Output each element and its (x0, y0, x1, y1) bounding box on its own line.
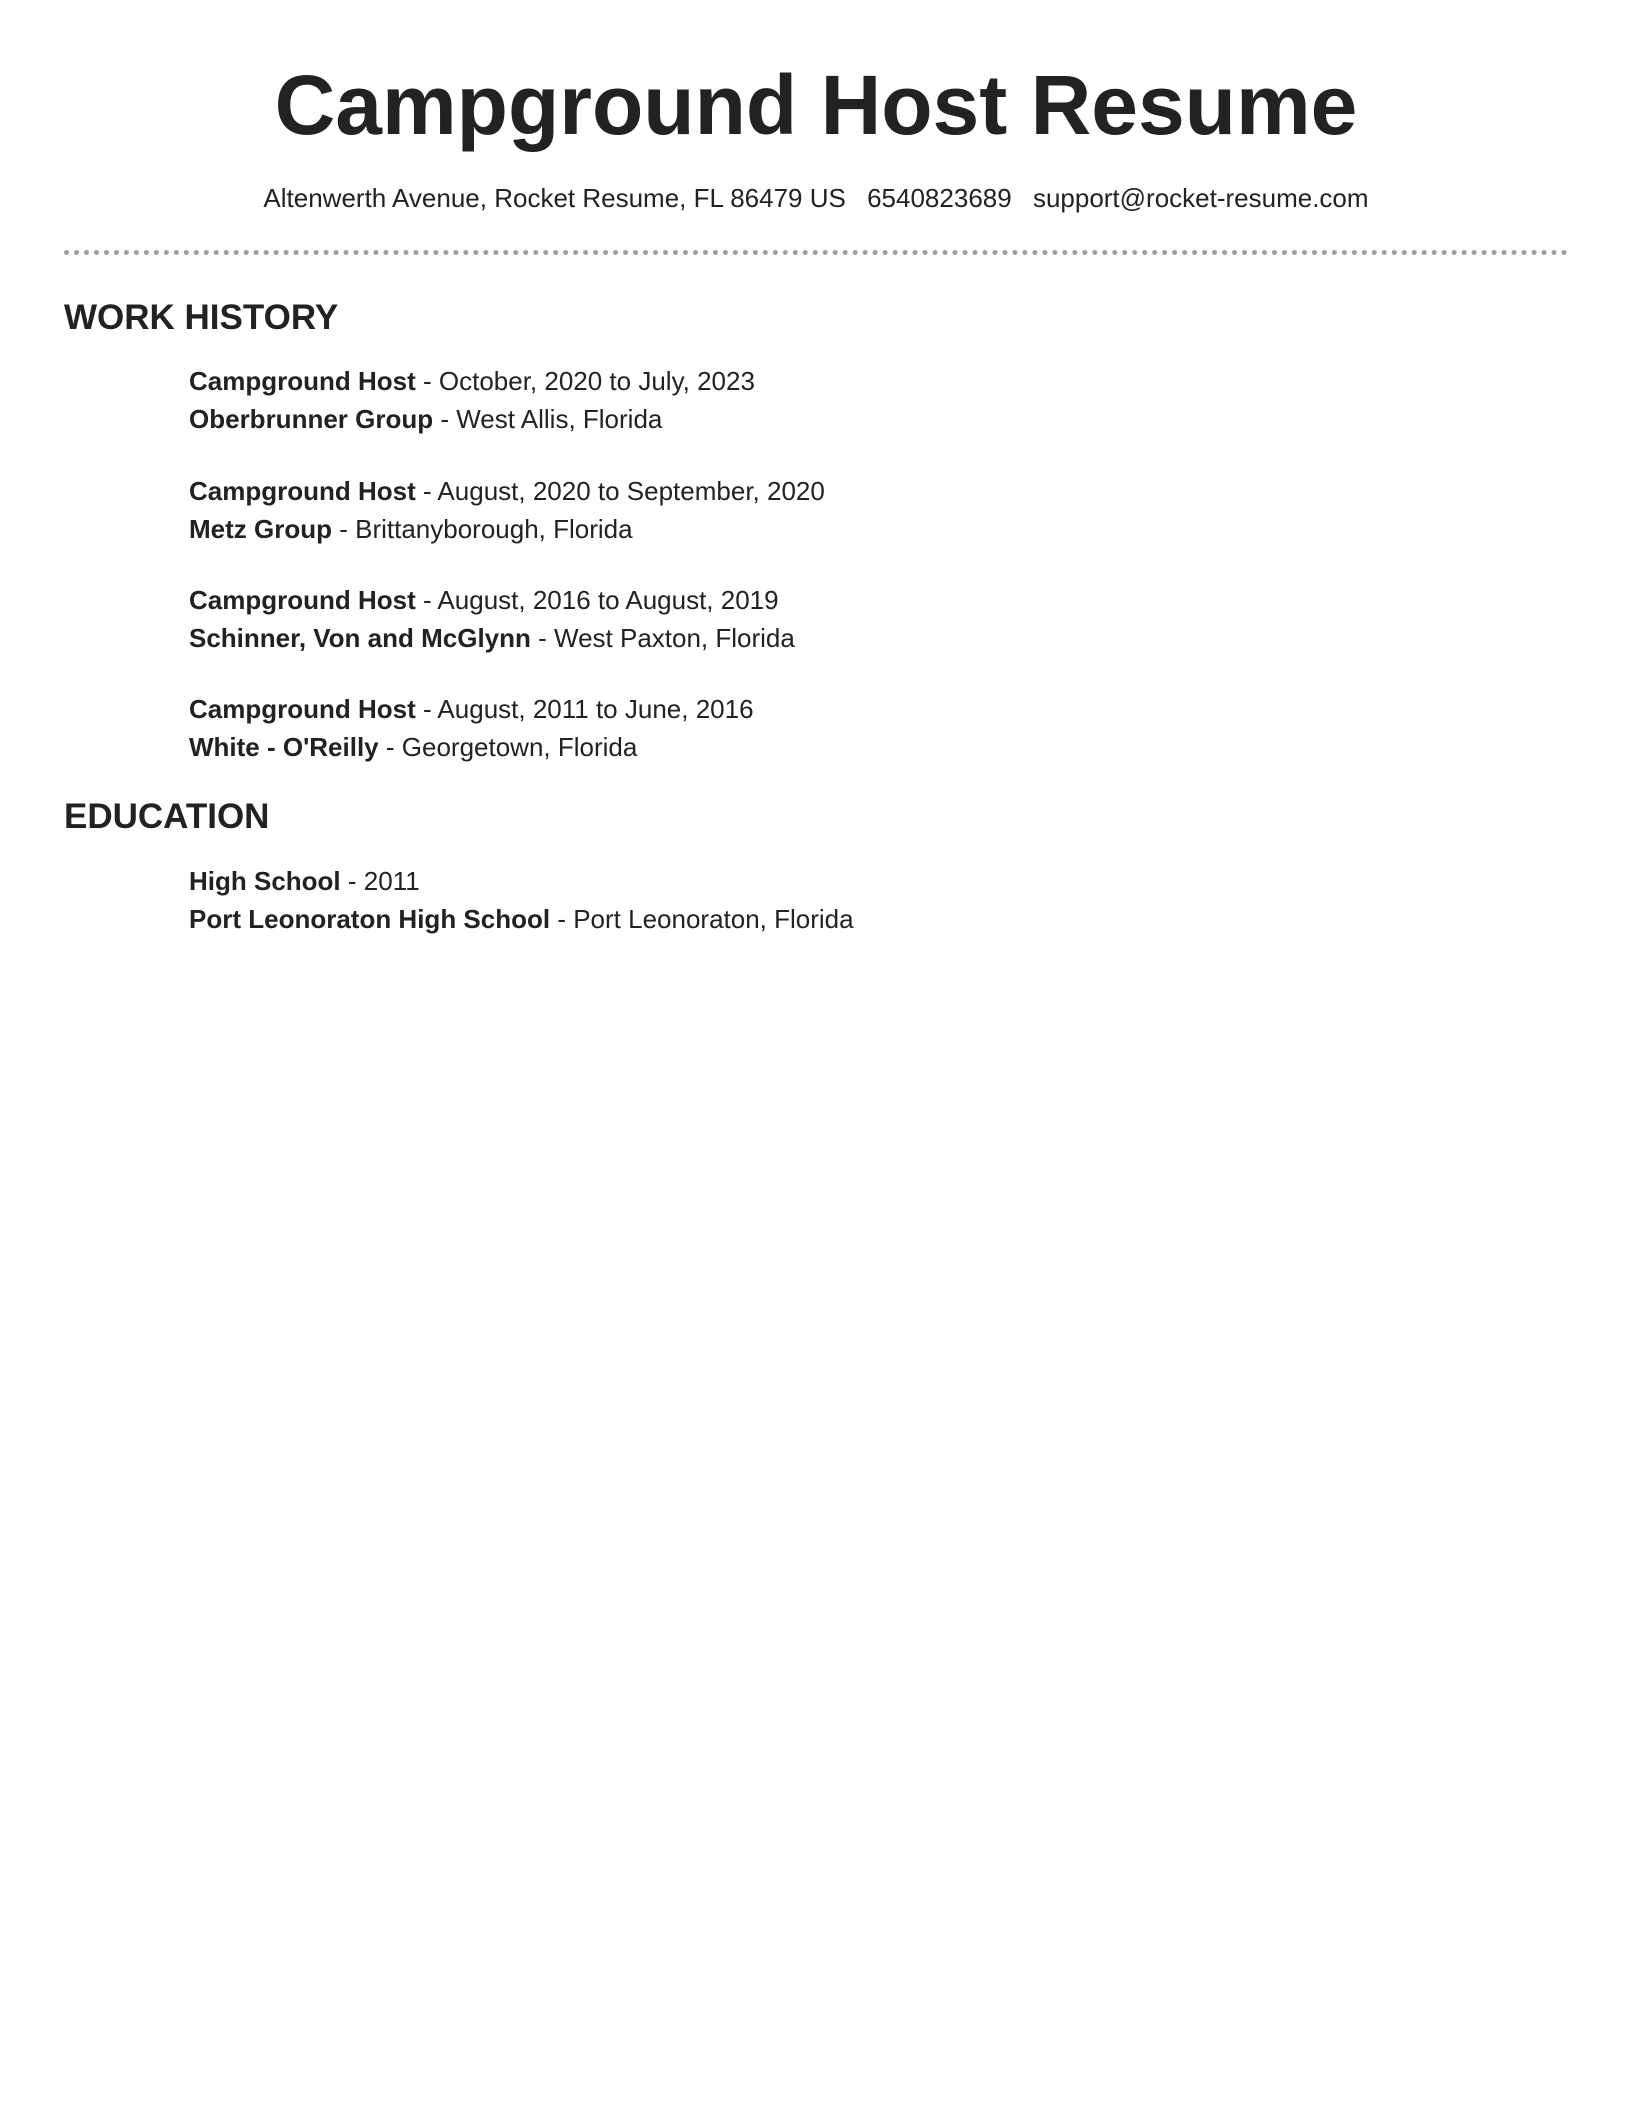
job-title: Campground Host (189, 694, 416, 724)
work-entry-employer-line (189, 400, 1489, 438)
contact-address: Altenwerth Avenue, Rocket Resume, FL 86479 US (263, 183, 846, 213)
resume-title: Campground Host Resume (274, 58, 1358, 152)
education-heading: EDUCATION (64, 797, 270, 836)
work-entry (189, 690, 1489, 766)
job-dates: - August, 2016 to August, 2019 (415, 585, 779, 615)
work-entry-title-line (189, 472, 1489, 510)
work-entry-employer-line (189, 510, 1489, 548)
contact-email: support@rocket-resume.com (1032, 183, 1369, 213)
work-entry-employer-line (189, 728, 1489, 766)
work-entry (189, 362, 1489, 438)
school-name: Port Leonoraton High School (189, 904, 551, 934)
work-entry (189, 581, 1489, 657)
contact-info (0, 181, 1632, 215)
employer-location: - Brittanyborough, Florida (332, 514, 633, 544)
job-dates: - October, 2020 to July, 2023 (415, 366, 755, 396)
degree-name: High School (189, 866, 341, 896)
job-title: Campground Host (189, 366, 416, 396)
work-entry-employer-line (189, 619, 1489, 657)
contact-phone: 6540823689 (867, 183, 1012, 213)
school-location: - Port Leonoraton, Florida (550, 904, 854, 934)
job-dates: - August, 2020 to September, 2020 (415, 476, 825, 506)
graduation-year: - 2011 (340, 866, 420, 896)
employer-name: Schinner, Von and McGlynn (189, 623, 531, 653)
work-history-heading: WORK HISTORY (64, 298, 339, 337)
employer-location: - West Allis, Florida (433, 404, 663, 434)
work-entry-title-line (189, 362, 1489, 400)
work-entry (189, 472, 1489, 548)
education-degree-line (189, 862, 1489, 900)
job-dates: - August, 2011 to June, 2016 (415, 694, 754, 724)
work-entry-title-line (189, 581, 1489, 619)
employer-name: White - O'Reilly (189, 732, 379, 762)
employer-location: - West Paxton, Florida (530, 623, 795, 653)
work-entry-title-line (189, 690, 1489, 728)
education-school-line (189, 900, 1489, 938)
job-title: Campground Host (189, 476, 416, 506)
job-title: Campground Host (189, 585, 416, 615)
employer-location: - Georgetown, Florida (378, 732, 638, 762)
employer-name: Oberbrunner Group (189, 404, 434, 434)
header-divider (64, 250, 1568, 255)
employer-name: Metz Group (189, 514, 332, 544)
education-entry (189, 862, 1489, 938)
